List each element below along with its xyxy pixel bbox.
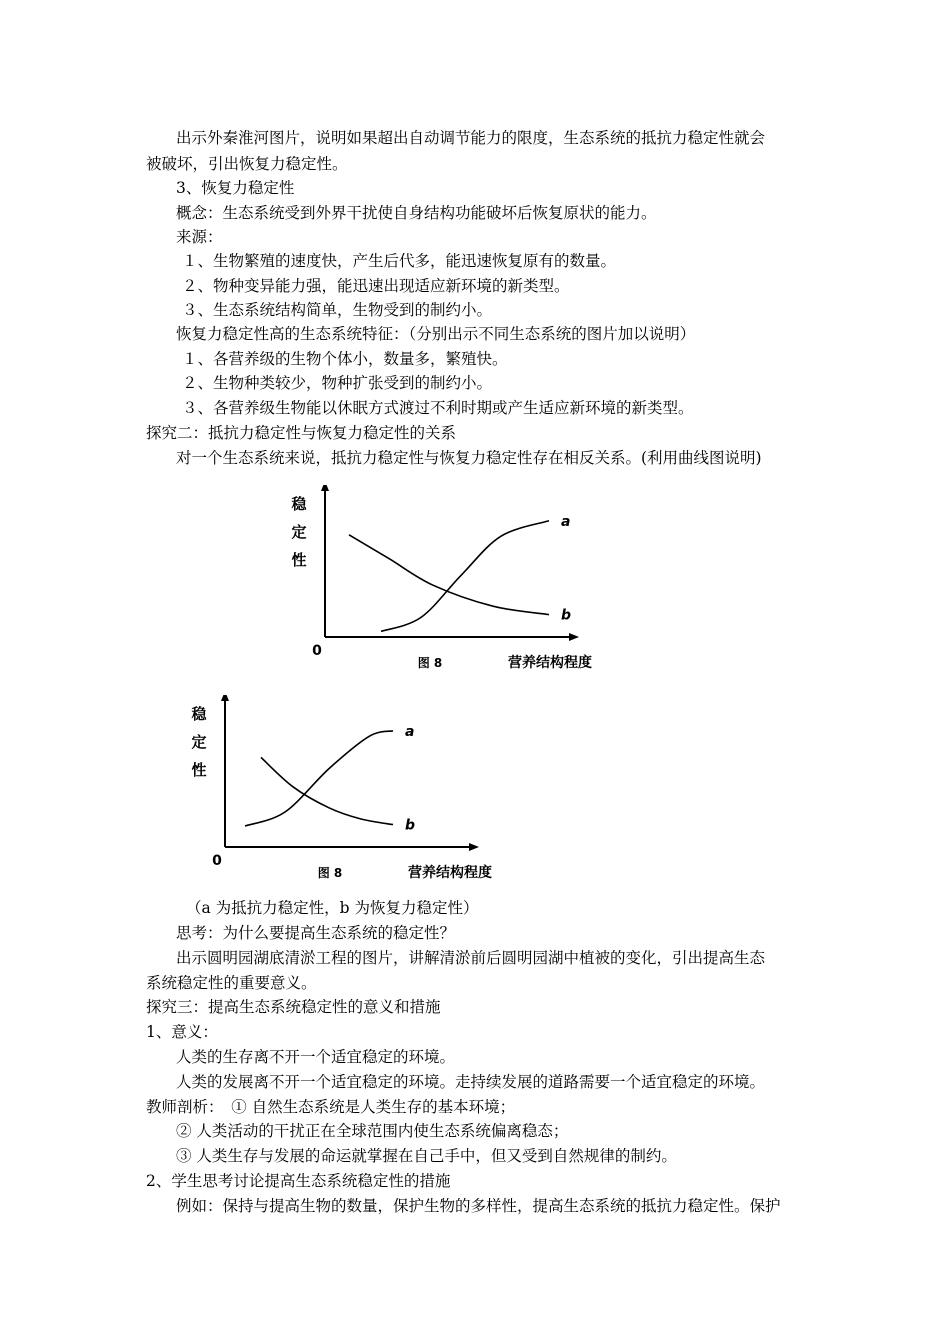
list-item: ３、各营养级生物能以休眠方式渡过不利时期或产生适应新环境的新类型。 — [182, 399, 694, 417]
y-axis-arrow — [221, 695, 229, 701]
series-line-a — [381, 521, 549, 632]
paragraph-line: 恢复力稳定性高的生态系统特征：（分别出示不同生态系统的图片加以说明） — [176, 325, 696, 343]
paragraph-line: 被破坏，引出恢复力稳定性。 — [146, 155, 348, 173]
series-label-b: b — [405, 817, 416, 834]
x-axis-label: 营养结构程度 — [508, 655, 592, 671]
paragraph-line: 概念：生态系统受到外界干扰使自身结构功能破坏后恢复原状的能力。 — [176, 204, 657, 222]
series-label-a: a — [561, 513, 571, 530]
paragraph-line: 2、学生思考讨论提高生态系统稳定性的措施 — [146, 1172, 451, 1190]
paragraph-line: 思考：为什么要提高生态系统的稳定性？ — [176, 924, 456, 942]
paragraph-line: 人类的生存离不开一个适宜稳定的环境。 — [176, 1048, 456, 1066]
paragraph-line: ③ 人类生存与发展的命运就掌握在自己手中，但又受到自然规律的制约。 — [176, 1147, 677, 1165]
series-line-b — [349, 535, 549, 615]
y-axis-label-char: 稳 — [191, 705, 207, 723]
y-axis-label-char: 性 — [191, 761, 207, 779]
list-item: １、各营养级的生物个体小，数量多，繁殖快。 — [182, 350, 508, 368]
list-item: ２、物种变异能力强，能迅速出现适应新环境的新类型。 — [182, 277, 570, 295]
list-item: ２、生物种类较少，物种扩张受到的制约小。 — [182, 374, 493, 392]
series-label-b: b — [561, 607, 572, 624]
origin-label: 0 — [312, 643, 322, 659]
origin-label: 0 — [212, 853, 222, 869]
y-axis-arrow — [321, 485, 329, 491]
paragraph-line: 系统稳定性的重要意义。 — [146, 974, 317, 992]
y-axis-label-char: 定 — [291, 523, 307, 541]
list-item: ３、生态系统结构简单，生物受到的制约小。 — [182, 301, 493, 319]
paragraph-line: 出示圆明园湖底清淤工程的图片，讲解清淤前后圆明园湖中植被的变化，引出提高生态 — [176, 949, 766, 967]
paragraph-line: ② 人类活动的干扰正在全球范围内使生态系统偏离稳态； — [176, 1122, 569, 1140]
paragraph-line: 人类的发展离不开一个适宜稳定的环境。走持续发展的道路需要一个适宜稳定的环境。 — [176, 1073, 766, 1091]
paragraph-line: 例如：保持与提高生物的数量，保护生物的多样性，提高生态系统的抵抗力稳定性。保护 — [176, 1197, 781, 1215]
paragraph-line: 1、意义： — [146, 1023, 218, 1041]
y-axis-label-char: 定 — [191, 733, 207, 751]
stability-chart-2 — [185, 695, 495, 885]
series-label-a: a — [405, 723, 415, 740]
paragraph-line: 来源： — [176, 228, 223, 246]
y-axis-label-char: 性 — [291, 551, 307, 569]
y-axis-label-char: 稳 — [291, 495, 307, 513]
paragraph-line: 对一个生态系统来说，抵抗力稳定性与恢复力稳定性存在相反关系。(利用曲线图说明) — [176, 449, 762, 467]
x-axis-arrow — [469, 843, 479, 851]
paragraph-line: 出示外秦淮河图片，说明如果超出自动调节能力的限度，生态系统的抵抗力稳定性就会 — [176, 129, 766, 147]
x-axis-label: 营养结构程度 — [408, 865, 492, 881]
series-line-a — [245, 731, 393, 826]
stability-chart-1 — [285, 485, 595, 675]
x-axis-arrow — [569, 633, 579, 641]
list-item: １、生物繁殖的速度快，产生后代多，能迅速恢复原有的数量。 — [182, 252, 617, 270]
section-heading: 探究三：提高生态系统稳定性的意义和措施 — [146, 998, 441, 1016]
chart-caption: （a 为抵抗力稳定性，b 为恢复力稳定性） — [186, 899, 479, 917]
section-heading: 3、恢复力稳定性 — [176, 179, 295, 197]
section-heading: 探究二：抵抗力稳定性与恢复力稳定性的关系 — [146, 424, 457, 442]
chart-title: 图 8 — [317, 866, 343, 880]
paragraph-line: 教师剖析： ① 自然生态系统是人类生存的基本环境； — [146, 1098, 516, 1116]
chart-title: 图 8 — [417, 656, 443, 670]
